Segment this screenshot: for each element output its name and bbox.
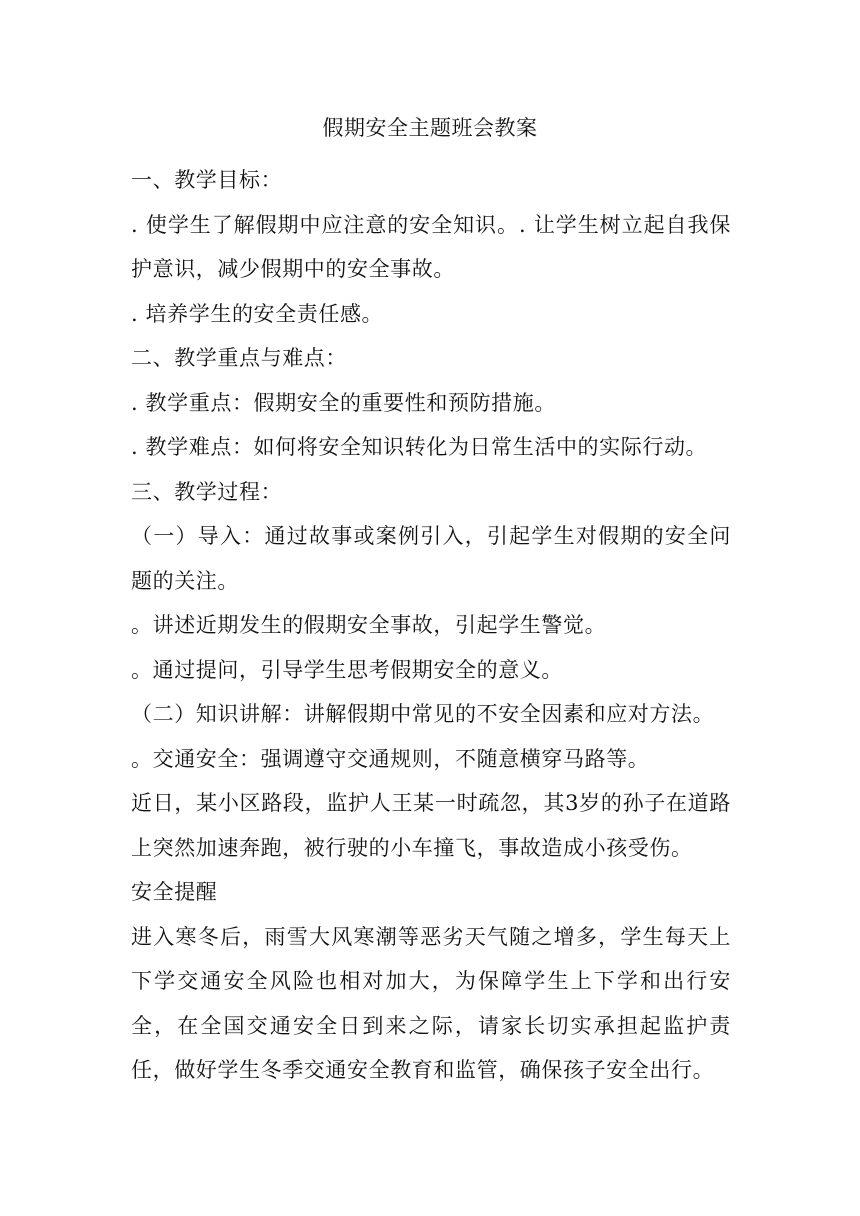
section-heading-process: 三、教学过程： — [131, 479, 283, 504]
process-substep-traffic: 。交通安全：强调遵守交通规则，不随意横穿马路等。 — [131, 746, 650, 771]
difficulty-item: . 教学难点：如何将安全知识转化为日常生活中的实际行动。 — [131, 435, 708, 459]
safety-reminder-paragraph: 进入寒冬后，雨雪大风寒潮等恶劣天气随之增多，学生每天上下学交通安全风险也相对加大，为保障学生上下学和出行安全，在全国交通安全日到来之际，请家长切实承担起监护责任，做好学生冬季交通安全教育和监管，确保孩子安全出行。 — [131, 924, 731, 1082]
process-substep: 。讲述近期发生的假期安全事故，引起学生警觉。 — [131, 613, 607, 637]
process-step-introduction: （一）导入：通过故事或案例引入，引起学生对假期的安全问题的关注。 — [131, 524, 731, 593]
process-substep: 。通过提问，引导学生思考假期安全的意义。 — [131, 657, 563, 682]
safety-reminder-heading: 安全提醒 — [131, 880, 218, 904]
key-point-item: . 教学重点：假期安全的重要性和预防措施。 — [131, 390, 556, 415]
document-body — [131, 158, 731, 1093]
case-paragraph: 近日，某小区路段，监护人王某一时疏忽，其3岁的孙子在道路上突然加速奔跑，被行驶的小车撞飞，事故造成小孩受伤。 — [131, 791, 731, 860]
process-step-knowledge: （二）知识讲解：讲解假期中常见的不安全因素和应对方法。 — [131, 702, 715, 726]
document-title: 假期安全主题班会教案 — [322, 116, 538, 140]
section-heading-key-points: 二、教学重点与难点： — [131, 346, 347, 370]
section-heading-objectives: 一、教学目标： — [131, 168, 283, 192]
objective-item-responsibility: . 培养学生的安全责任感。 — [131, 301, 384, 326]
objective-item-knowledge: . 使学生了解假期中应注意的安全知识。. 让学生树立起自我保护意识，减少假期中的安全事故。 — [131, 212, 731, 281]
